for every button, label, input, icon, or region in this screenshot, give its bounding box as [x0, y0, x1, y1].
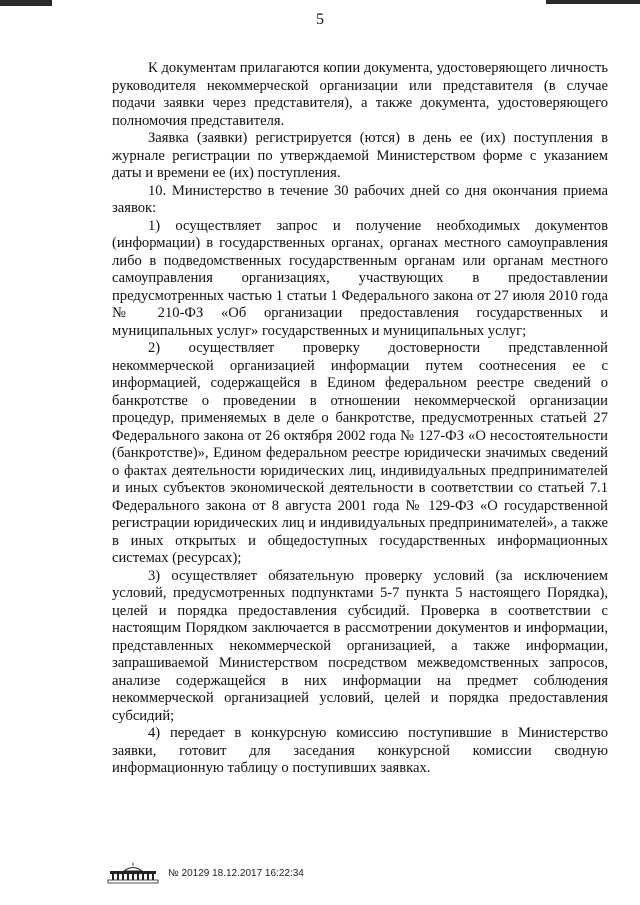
paragraph-subitem-2: 2) осуществляет проверку достоверности представленной некоммерческой организацией информации путем соотнесения ее с информацией, содержащейся в Едином федеральном реестре сведений о банкротстве о проведении в отношении некоммерческой организации процедур, применяемых в деле о банкротстве, предусмотренных статьей 27 Федерального закона от 26 октября 2002 года № 127-ФЗ «О несостоятельности (банкротстве)», Едином федеральном реестре юридически значимых сведений о фактах деятельности юридических лиц, индивидуальных предпринимателей и иных субъектов экономической деятельности в соответствии со статьей 7.1 Федерального закона от 8 августа 2001 года № 129-ФЗ «О государственной регистрации юридических лиц и индивидуальных предпринимателей», а также в иных открытых и общедоступных государственных информационных системах (ресурсах); [112, 340, 608, 566]
page-number: 5 [316, 11, 324, 28]
paragraph-item-10: 10. Министерство в течение 30 рабочих дней со дня окончания приема заявок: [112, 182, 608, 216]
paragraph-subitem-4: 4) передает в конкурсную комиссию поступившие в Министерство заявки, готовит для заседания конкурсной комиссии сводную информационную таблицу о поступивших заявках. [112, 725, 608, 776]
paragraph-subitem-3: 3) осуществляет обязательную проверку условий (за исключением условий, предусмотренных подпунктами 5-7 пункта 5 настоящего Порядка), целей и порядка предоставления субсидий. Проверка в соответствии с настоящим Порядком заключается в рассмотрении документов и информации, представленных некоммерческой организацией, а также информации, запрашиваемой Министерством посредством межведомственных запросов, анализе содержащейся в них информации на предмет соблюдения некоммерческой организацией условий, целей и порядка предоставления субсидий; [112, 567, 608, 724]
paragraph-application-registration: Заявка (заявки) регистрируется (ются) в день ее (их) поступления в журнале регистрации по утверждаемой Министерством форме с указанием даты и времени ее (их) поступления. [112, 130, 608, 181]
scan-edge-mark-right [546, 0, 640, 4]
scan-edge-mark-left [0, 0, 52, 6]
registration-number: № 20129 18.12.2017 16:22:34 [168, 867, 304, 879]
paragraph-subitem-1: 1) осуществляет запрос и получение необходимых документов (информации) в государственных органах, органах местного самоуправления либо в подведомственных государственным органам или органам местного самоуправления организациях, участвующих в предоставлении предусмотренных частью 1 статьи 1 Федерального закона от 27 июля 2010 года № 210-ФЗ «Об организации предоставления государственных и муниципальных услуг» государственных и муниципальных услуг; [112, 217, 608, 339]
paragraph-attached-documents: К документам прилагаются копии документа, удостоверяющего личность руководителя некоммерческой организации или представителя (в случае подачи заявки через представителя), а также документа, удостоверяющего полномочия представителя. [112, 60, 608, 129]
footer [106, 862, 304, 884]
document-body [112, 60, 608, 778]
government-building-stamp-icon [106, 862, 160, 884]
